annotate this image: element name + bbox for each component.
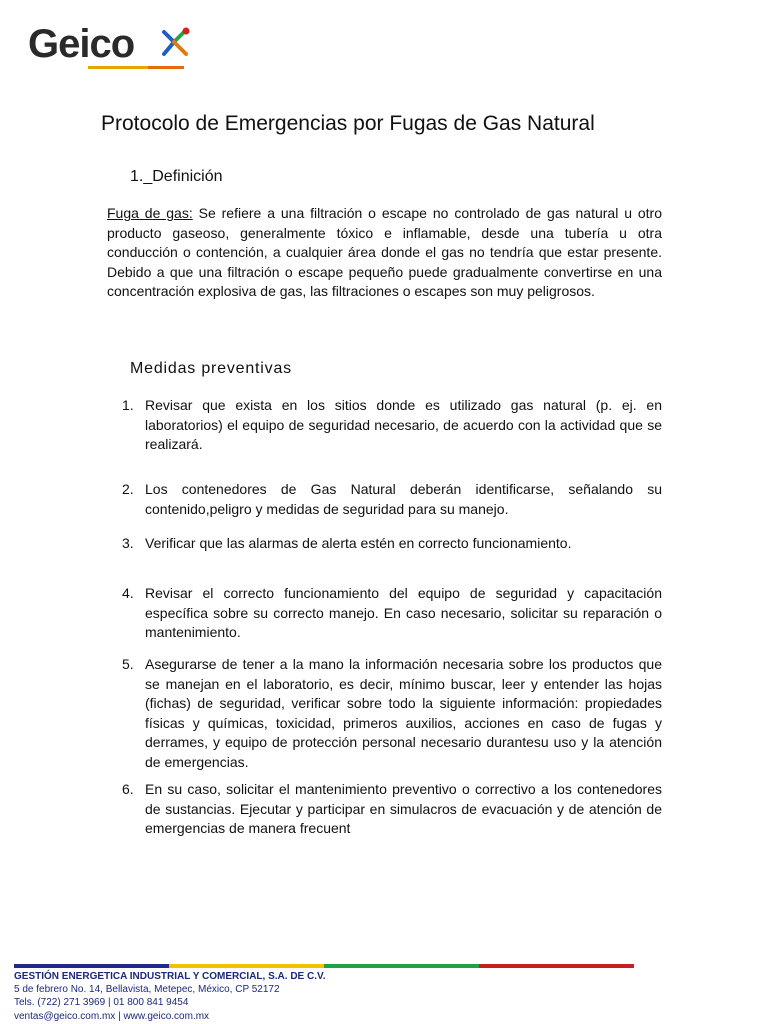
list-item-text: Revisar el correcto funcionamiento del equipo de seguridad y capacitación específica sobre su correcto manejo. En caso necesario, solicitar su reparación o mantenimiento. [145,585,662,640]
definition-heading: 1._Definición [130,168,223,185]
list-item-text: Asegurarse de tener a la mano la información necesaria sobre los productos que se manejan en el laboratorio, es decir, mínimo buscar, leer y entender las hojas (fichas) de seguridad, verificar sobre todo la siguiente información: propiedades físicas y químicas, toxicidad, primeros auxilios, acciones en caso de fugas y derrames, y equipo de protección personal necesario durantesu uso y la atención de emergencias. [145,656,662,770]
list-item-number: 1. [122,397,134,413]
list-item-number: 5. [122,656,134,672]
list-item-text: Revisar que exista en los sitios donde es utilizado gas natural (p. ej. en laboratorios) el equipo de seguridad necesario, de acuerdo con la actividad que se realizará. [145,397,662,452]
list-item-number: 3. [122,535,134,551]
definition-paragraph [107,204,662,302]
footer-company-name: GESTIÓN ENERGETICA INDUSTRIAL Y COMERCIAL, S.A. DE C.V. [14,971,326,982]
logo-text: Geico [28,22,135,66]
footer-web-contact: ventas@geico.com.mx | www.geico.com.mx [14,1011,210,1022]
document-title: Protocolo de Emergencias por Fugas de Gas Natural [101,112,595,135]
list-item-number: 2. [122,481,134,497]
preventive-heading: Medidas preventivas [130,360,292,377]
geico-x-logo-icon [160,26,194,60]
list-item-text: En su caso, solicitar el mantenimiento preventivo o correctivo a los contenedores de sustancias. Ejecutar y participar en simulacros de evacuación y de atención de emergencias de manera frecuent [145,781,662,836]
list-item-text: Los contenedores de Gas Natural deberán identificarse, señalando su contenido,peligro y medidas de seguridad para su manejo. [145,481,662,517]
footer-color-bar [14,964,634,968]
definition-term: Fuga de gas: [107,205,193,221]
footer-address: 5 de febrero No. 14, Bellavista, Metepec, México, CP 52172 [14,984,280,995]
logo-underline [88,66,184,69]
list-item-number: 4. [122,585,134,601]
footer-phones: Tels. (722) 271 3969 | 01 800 841 9454 [14,997,189,1008]
list-item-number: 6. [122,781,134,797]
company-logo [28,22,188,68]
list-item-text: Verificar que las alarmas de alerta estén en correcto funcionamiento. [145,535,572,551]
definition-body: Se refiere a una filtración o escape no controlado de gas natural u otro producto gaseoso, generalmente tóxico e inflamable, desde una tubería u otra conducción o contención, a cualquier área donde el gas no tendría que estar presente. Debido a que una filtración o escape pequeño puede gradualmente convertirse en una concentración explosiva de gas, las filtraciones o escapes son muy peligrosos. [107,205,663,299]
